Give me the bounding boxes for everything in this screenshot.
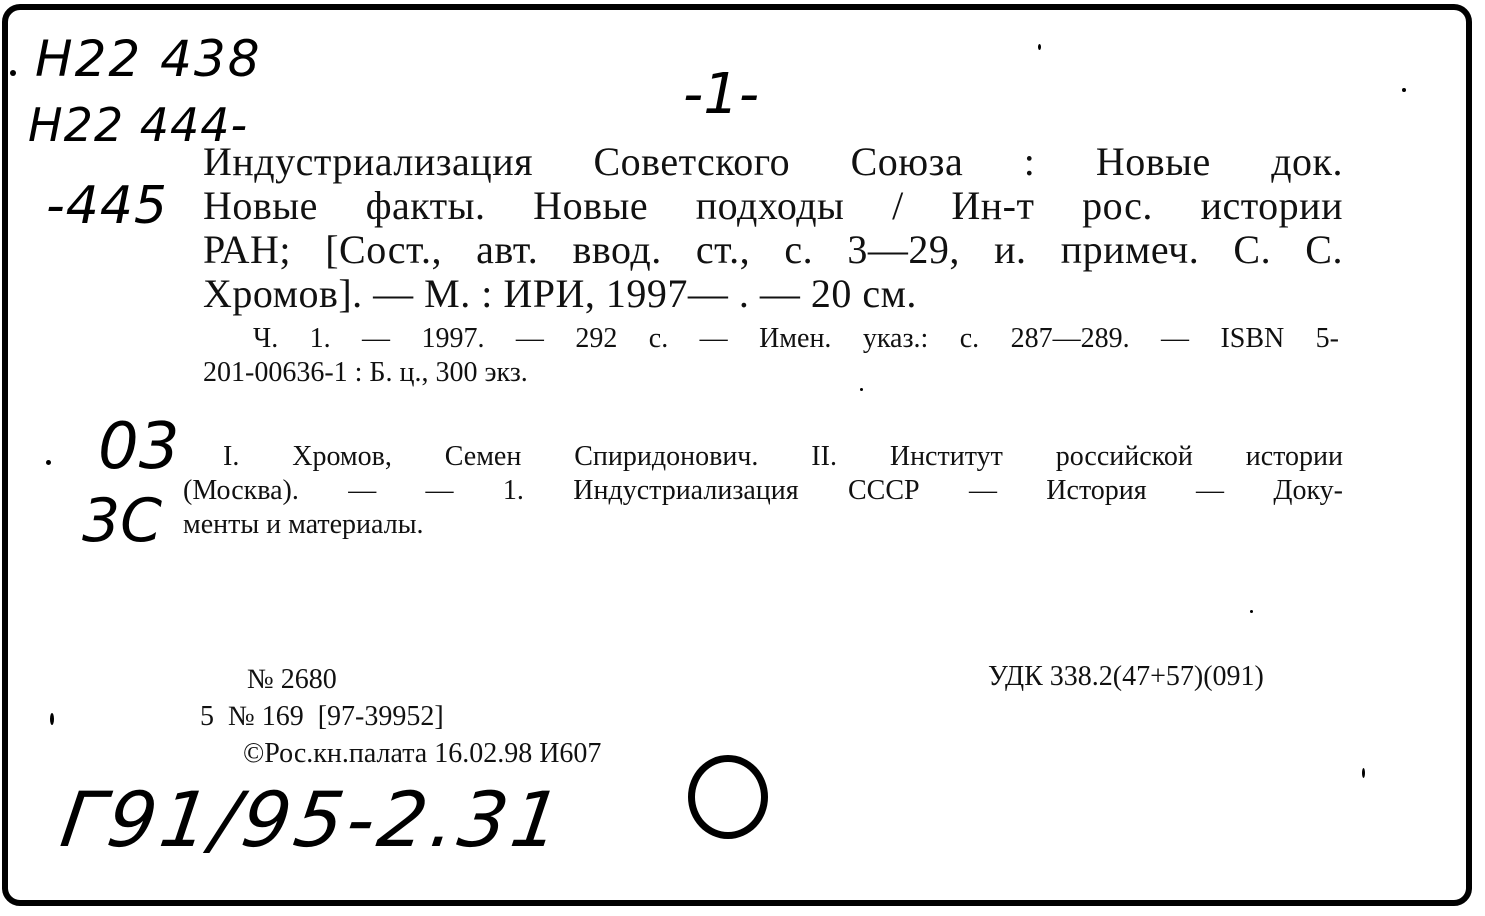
speck xyxy=(1362,768,1365,778)
handwritten-shelf-mark-1: Н22 438 xyxy=(35,30,262,88)
main-entry-line-2: Новые факты. Новые подходы / Ин-т рос. истории xyxy=(203,183,1343,228)
registration-line: 5 № 169 [97-39952] xyxy=(200,701,444,732)
speck xyxy=(1038,44,1041,50)
handwritten-shelf-mark-3: -445 xyxy=(46,176,169,236)
main-entry-line-1: Индустриализация Советского Союза : Новые док. xyxy=(203,139,1343,184)
speck xyxy=(50,713,54,725)
handwritten-code-03: 03 xyxy=(98,410,180,484)
main-entry-line-3: РАН; [Сост., авт. ввод. ст., с. 3—29, и. примеч. С. С. xyxy=(203,227,1343,272)
handwritten-code-3c: 3С xyxy=(82,486,163,556)
copyright-line: ©Рос.кн.палата 16.02.98 И607 xyxy=(243,738,602,769)
speck xyxy=(860,388,863,391)
tracings xyxy=(183,440,1343,542)
main-entry-line-4: Хромов]. — М. : ИРИ, 1997— . — 20 см. xyxy=(203,271,917,316)
handwritten-shelf-mark-2: Н22 444- xyxy=(28,98,249,152)
volume-description xyxy=(203,322,1339,390)
handwritten-bottom-code: Г91/95-2.31 xyxy=(55,775,571,864)
speck xyxy=(1250,610,1253,613)
volume-line-1: Ч. 1. — 1997. — 292 с. — Имен. указ.: с. 287—289. — ISBN 5- xyxy=(253,323,1339,354)
punched-hole-circle xyxy=(688,755,768,839)
tracings-line-1: I. Хромов, Семен Спиридонович. II. Институт российской истории xyxy=(223,441,1343,472)
speck xyxy=(46,460,51,465)
handwritten-page-mark: -1- xyxy=(683,62,760,127)
tracings-line-3: менты и материалы. xyxy=(183,509,424,540)
speck xyxy=(1402,88,1406,92)
registration-number: № 2680 xyxy=(247,664,337,695)
volume-line-2: 201-00636-1 : Б. ц., 300 экз. xyxy=(203,357,528,388)
tracings-line-2: (Москва). — — 1. Индустриализация СССР — История — Доку- xyxy=(183,475,1343,506)
main-entry xyxy=(203,140,1343,316)
udk-code: УДК 338.2(47+57)(091) xyxy=(988,661,1264,692)
speck xyxy=(10,70,16,76)
